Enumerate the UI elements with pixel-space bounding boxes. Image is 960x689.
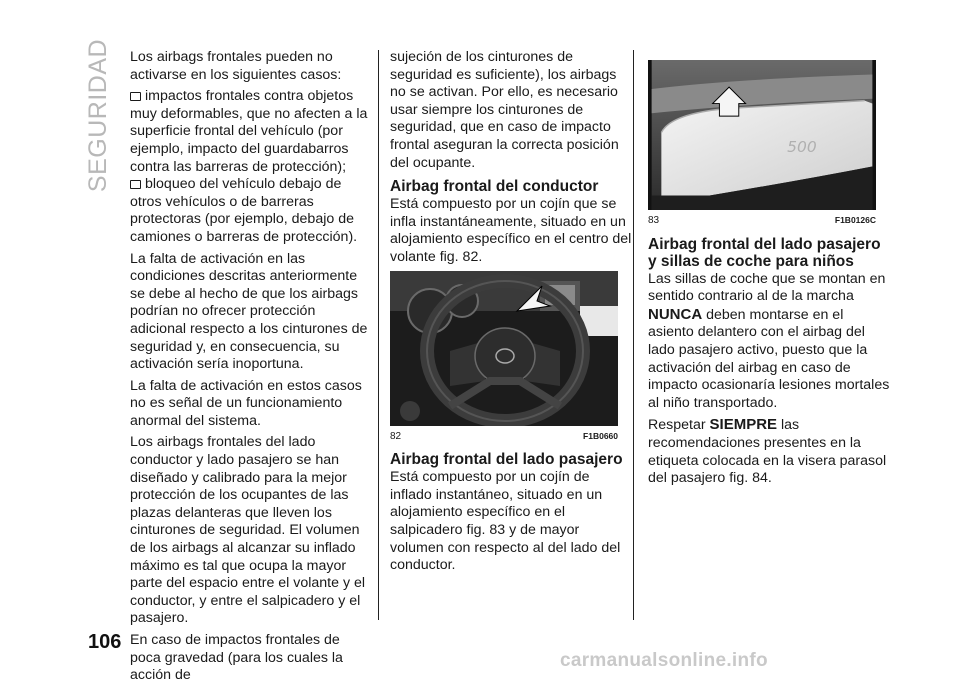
text-column-2 <box>390 49 632 579</box>
emphasis-always: SIEMPRE <box>709 416 778 434</box>
text-run: Respetar <box>648 417 710 434</box>
paragraph <box>648 416 890 487</box>
bullet-item <box>130 88 372 176</box>
section-heading: Airbag frontal del conductor <box>390 178 599 196</box>
bullet-icon <box>130 92 141 101</box>
paragraph <box>648 271 890 413</box>
steering-wheel-image <box>390 271 618 426</box>
text-run: deben montarse en el asiento delantero con el airbag del lado pasajero activo, puesto que la activación del airbag en caso de impacto ocasionaría lesiones mortales al niño transportado. <box>648 306 890 411</box>
paragraph: La falta de activación en las condiciones descritas anteriormente se debe al hecho de que los airbags podrían no ofrecer protección adicional respecto a los cinturones de seguridad y, en consecuencia, su activación sería inoportuna. <box>130 250 368 373</box>
page-number: 106 <box>88 631 122 653</box>
text-column-1 <box>130 49 372 689</box>
paragraph: Está compuesto por un cojín que se infla instantáneamente, situado en un alojamiento específico en el centro del volante fig. 82. <box>390 196 632 265</box>
figure-number: 82 <box>390 430 402 442</box>
figure-number: 83 <box>648 215 660 226</box>
figure-82 <box>390 271 632 446</box>
paragraph: Los airbags frontales pueden no activarse en los siguientes casos: <box>130 49 342 83</box>
figure-code: F1B0126C <box>834 215 876 225</box>
bullet-icon <box>130 180 141 189</box>
figure-83 <box>648 60 890 230</box>
bullet-item <box>130 176 372 246</box>
bullet-text: bloqueo del vehículo debajo de otros vehículos o de barreras protectoras (por ejemplo, debajo de camiones o barreras de protección). <box>130 176 358 245</box>
text-column-3 <box>648 58 890 492</box>
bullet-text: impactos frontales contra objetos muy deformables, que no afecten a la superficie frontal del vehículo (por ejemplo, impacto del guardabarros contra las barreras de protección); <box>130 88 368 175</box>
figure-caption <box>390 426 618 446</box>
paragraph: sujeción de los cinturones de seguridad es suficiente), los airbags no se activan. Por ello, es necesario usar siempre los cinturones de seguridad, que en caso de impacto frontal aseguran la correcta posición del ocupante. <box>390 49 619 171</box>
figure-caption <box>648 210 876 230</box>
watermark: carmanualsonline.info <box>560 650 768 671</box>
column-divider <box>633 50 634 620</box>
column-divider <box>378 50 379 620</box>
figure-code: F1B0660 <box>583 430 618 441</box>
section-heading: Airbag frontal del lado pasajero y sillas de coche para niños <box>648 235 881 270</box>
passenger-airbag-image <box>648 60 876 210</box>
section-title: SEGURIDAD <box>84 38 113 192</box>
text-run: las recomendaciones presentes en la etiqueta colocada en la visera parasol del pasajero fig. 84. <box>648 417 887 487</box>
paragraph: Está compuesto por un cojín de inflado instantáneo, situado en un alojamiento específico en el salpicadero fig. 83 y de mayor volumen con respecto al del lado del conductor. <box>390 469 621 574</box>
section-heading: Airbag frontal del lado pasajero <box>390 451 623 469</box>
svg-text:500: 500 <box>787 137 817 156</box>
emphasis-never: NUNCA <box>648 305 703 323</box>
paragraph: La falta de activación en estos casos no es señal de un funcionamiento anormal del sistema. <box>130 377 362 429</box>
paragraph: En caso de impactos frontales de poca gravedad (para los cuales la acción de <box>130 632 343 684</box>
section-tab <box>84 40 114 190</box>
text-run: Las sillas de coche que se montan en sentido contrario al de la marcha <box>648 270 886 305</box>
paragraph: Los airbags frontales del lado conductor y lado pasajero se han diseñado y calibrado para la mejor protección de los ocupantes de las plazas delanteras que lleven los cinturones de seguridad. El volumen de los airbags al alcanzar su inflado máximo es tal que ocupa la mayor parte del espacio entre el volante y el conductor, y entre el salpicadero y el pasajero. <box>130 434 366 627</box>
